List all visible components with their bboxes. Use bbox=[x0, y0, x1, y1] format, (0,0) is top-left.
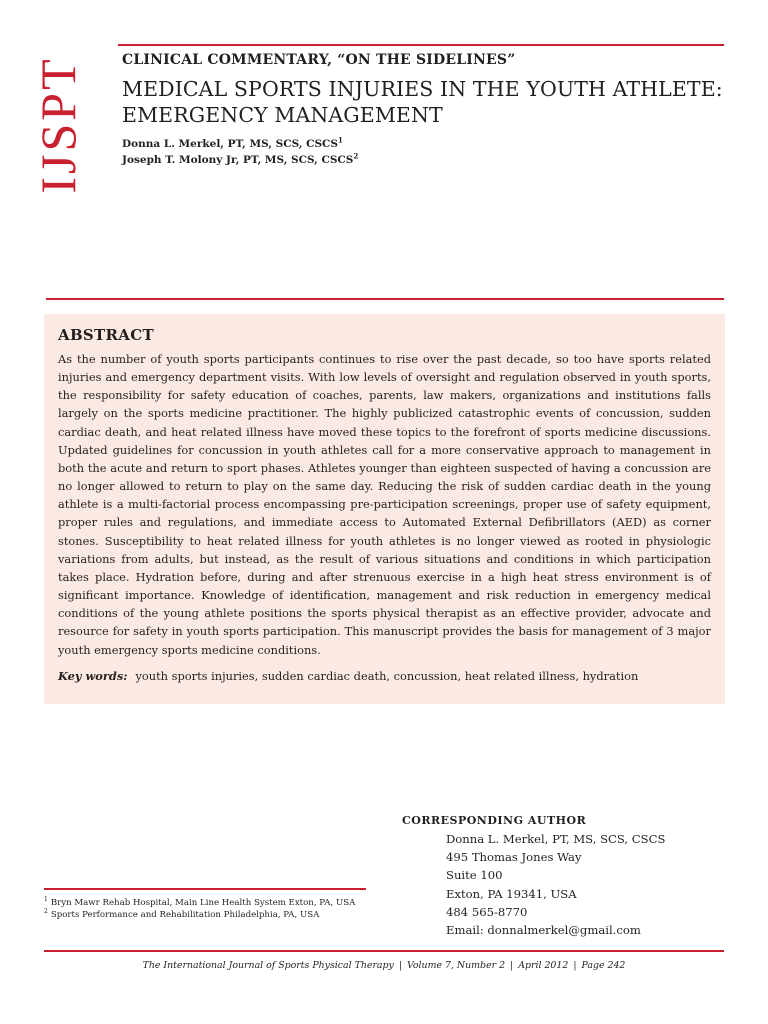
author-affiliation-mark: 1 bbox=[337, 135, 343, 145]
article-kicker: CLINICAL COMMENTARY, “ON THE SIDELINES” bbox=[122, 52, 516, 68]
footnote-text: Bryn Mawr Rehab Hospital, Main Line Health System Exton, PA, USA bbox=[50, 898, 356, 908]
journal-logo-text: IJSPT bbox=[30, 56, 86, 194]
footer-separator: | bbox=[510, 960, 514, 971]
affiliation-footnote bbox=[44, 907, 374, 922]
author bbox=[122, 152, 358, 168]
article-title-line: EMERGENCY MANAGEMENT bbox=[122, 103, 443, 127]
keywords bbox=[58, 669, 711, 683]
footer-rule bbox=[44, 950, 724, 952]
footer-separator: | bbox=[398, 960, 402, 971]
footnote-mark: 1 bbox=[44, 896, 48, 904]
header-top-rule bbox=[118, 44, 724, 46]
abstract-heading: ABSTRACT bbox=[58, 326, 154, 344]
author-name: Donna L. Merkel, PT, MS, SCS, CSCS bbox=[122, 138, 338, 150]
email-address: Email: donnalmerkel@gmail.com bbox=[446, 923, 641, 938]
footer-page: Page 242 bbox=[581, 960, 626, 971]
abstract-box bbox=[44, 314, 725, 704]
address-line: Exton, PA 19341, USA bbox=[446, 886, 577, 901]
author bbox=[122, 136, 358, 152]
footer-journal: The International Journal of Sports Physical Therapy bbox=[142, 960, 394, 971]
footer-date: April 2012 bbox=[518, 960, 569, 971]
footnote-text: Sports Performance and Rehabilitation Philadelphia, PA, USA bbox=[50, 909, 320, 920]
keywords-text: youth sports injuries, sudden cardiac death, concussion, heat related illness, hydration bbox=[135, 668, 639, 683]
affiliation-footnote bbox=[44, 898, 374, 910]
header-bottom-rule bbox=[46, 298, 724, 300]
keywords-label: Key words: bbox=[58, 668, 128, 683]
footer-separator: | bbox=[573, 960, 577, 971]
footnote-rule bbox=[44, 888, 366, 890]
affiliation-footnotes bbox=[44, 898, 374, 921]
page-footer bbox=[44, 960, 724, 971]
article-title-line: MEDICAL SPORTS INJURIES IN THE YOUTH ATHLETE: bbox=[122, 77, 723, 101]
author-list bbox=[122, 136, 358, 168]
author-name: Joseph T. Molony Jr, PT, MS, SCS, CSCS bbox=[122, 154, 354, 166]
corresponding-author-heading: CORRESPONDING AUTHOR bbox=[402, 814, 587, 827]
corresponding-author-address bbox=[446, 830, 665, 939]
footer-volume: Volume 7, Number 2 bbox=[407, 960, 506, 971]
footnote-mark: 2 bbox=[44, 907, 48, 915]
corresponding-author-name: Donna L. Merkel, PT, MS, SCS, CSCS bbox=[446, 832, 666, 846]
article-title bbox=[122, 76, 722, 128]
address-line: 495 Thomas Jones Way bbox=[446, 850, 582, 865]
address-line: Suite 100 bbox=[446, 868, 503, 883]
abstract-body: As the number of youth sports participants continues to rise over the past decade, so too have sports related injuries and emergency department visits. With low levels of oversight and regulation observed in youth sports, the responsibility for safety education of coaches, parents, law makers, organizations and institutions falls largely on the sports medicine practitioner. The highly publicized catastrophic events of concussion, sudden cardiac death, and heat related illness have moved these topics to the forefront of sports medicine discussions. Updated guidelines for concussion in youth athletes call for a more conservative approach to management in both the acute and return to sport phases. Athletes younger than eighteen suspected of having a concussion are no longer allowed to return to play on the same day. Reducing the risk of sudden cardiac death in the young athlete is a multi-factorial process encompassing pre-participation screenings, proper use of safety equipment, proper rules and regulations, and immediate access to Automated External Defibrillators (AED) as corner stones. Susceptibility to heat related illness for youth athletes is no longer viewed as rooted in physiologic variations from adults, but instead, as the result of various situations and conditions in which participation takes place. Hydration before, during and after strenuous exercise in a high heat stress environment is of significant importance. Knowledge of identification, management and risk reduction in emergency medical conditions of the young athlete positions the sports physical therapist as an effective provider, advocate and resource for safety in youth sports participation. This manuscript provides the basis for management of 3 major youth emergency sports medicine conditions. bbox=[58, 352, 711, 657]
author-affiliation-mark: 2 bbox=[353, 151, 359, 161]
journal-logo bbox=[32, 50, 84, 200]
phone-number: 484 565-8770 bbox=[446, 904, 528, 919]
